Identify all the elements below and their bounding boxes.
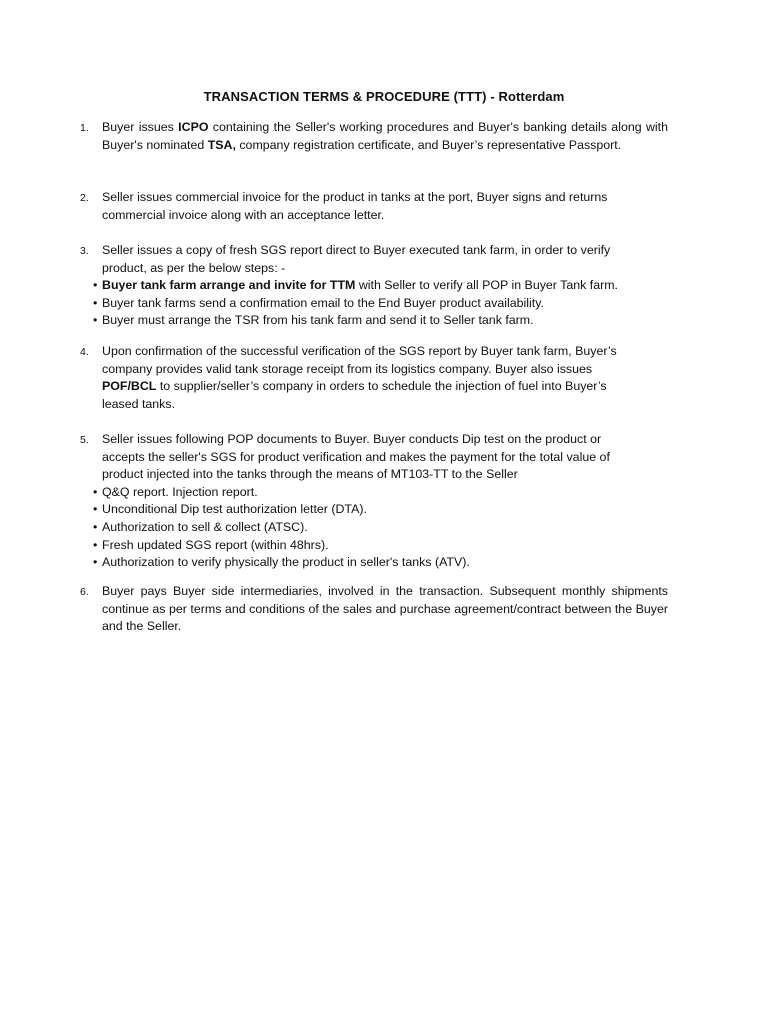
step-number: 4. bbox=[80, 346, 89, 358]
step-number: 6. bbox=[80, 586, 89, 598]
bullet-text: with Seller to verify all POP in Buyer Tank farm. bbox=[355, 278, 618, 293]
bullet-item: • Authorization to sell & collect (ATSC). bbox=[93, 519, 668, 537]
step-3-bullet-list bbox=[93, 277, 668, 330]
step-text-part: to supplier/seller’s company in orders to schedule the injection of fuel into Buyer’s bbox=[156, 379, 607, 394]
bullet-item: • Authorization to verify physically the product in seller's tanks (ATV). bbox=[93, 554, 668, 572]
step-text: Buyer pays Buyer side intermediaries, involved in the transaction. Subsequent monthly shipments continue as per terms and conditions of the sales and purchase agreement/contract between the Buyer and the Seller. bbox=[102, 584, 668, 634]
step-5-bullet-list bbox=[93, 484, 668, 572]
step-line: product, as per the below steps: - bbox=[102, 260, 286, 275]
step-line: leased tanks. bbox=[102, 396, 176, 411]
icpo-term: ICPO bbox=[178, 120, 209, 134]
step-text bbox=[102, 119, 668, 154]
step-number: 5. bbox=[80, 434, 89, 446]
step-text bbox=[102, 343, 668, 413]
step-line: Seller issues following POP documents to Buyer. Buyer conducts Dip test on the product or bbox=[102, 432, 602, 446]
procedure-step-1 bbox=[80, 119, 668, 154]
pof-bcl-term: POF/BCL bbox=[102, 379, 157, 394]
procedure-step-3 bbox=[80, 242, 668, 330]
procedure-step-4 bbox=[80, 343, 668, 413]
bullet-item: • Q&Q report. Injection report. bbox=[93, 484, 668, 502]
step-number: 3. bbox=[80, 245, 89, 257]
step-line bbox=[102, 378, 668, 396]
bullet-item: • Unconditional Dip test authorization letter (DTA). bbox=[93, 501, 668, 519]
procedure-step-5 bbox=[80, 431, 668, 572]
step-text-part: Buyer issues bbox=[102, 120, 179, 134]
step-line: product injected into the tanks through the means of MT103-TT to the Seller bbox=[102, 467, 518, 482]
step-line: accepts the seller's SGS for product verification and makes the payment for the total value of bbox=[102, 449, 610, 464]
bullet-bold-text: Buyer tank farm arrange and invite for TTM bbox=[102, 278, 356, 293]
bullet-item bbox=[93, 277, 668, 295]
bullet-item: • Buyer tank farms send a confirmation email to the End Buyer product availability. bbox=[93, 295, 668, 313]
bullet-item: • Buyer must arrange the TSR from his tank farm and send it to Seller tank farm. bbox=[93, 312, 668, 330]
step-line: commercial invoice along with an acceptance letter. bbox=[102, 207, 385, 222]
step-line: Seller issues a copy of fresh SGS report direct to Buyer executed tank farm, in order to verify bbox=[102, 243, 611, 257]
step-text bbox=[102, 431, 668, 484]
document-title: TRANSACTION TERMS & PROCEDURE (TTT) - Rotterdam bbox=[203, 89, 565, 104]
step-number: 2. bbox=[80, 192, 89, 204]
procedure-step-2 bbox=[80, 189, 668, 224]
step-text bbox=[102, 189, 668, 224]
tsa-term: TSA, bbox=[207, 137, 236, 152]
step-line: Seller issues commercial invoice for the product in tanks at the port, Buyer signs and returns bbox=[102, 190, 608, 204]
step-number: 1. bbox=[80, 122, 89, 134]
step-text bbox=[102, 242, 668, 277]
step-line: company provides valid tank storage receipt from its logistics company. Buyer also issues bbox=[102, 361, 593, 376]
procedure-step-6 bbox=[80, 583, 668, 636]
step-text-part: company registration certificate, and Buyer’s representative Passport. bbox=[235, 137, 622, 152]
step-text-part: containing the Seller's working procedures and Buyer's banking details along with Buyer's nominated bbox=[102, 120, 668, 152]
step-line: Upon confirmation of the successful verification of the SGS report by Buyer tank farm, Buyer’s bbox=[102, 344, 617, 358]
bullet-item: • Fresh updated SGS report (within 48hrs). bbox=[93, 537, 668, 555]
